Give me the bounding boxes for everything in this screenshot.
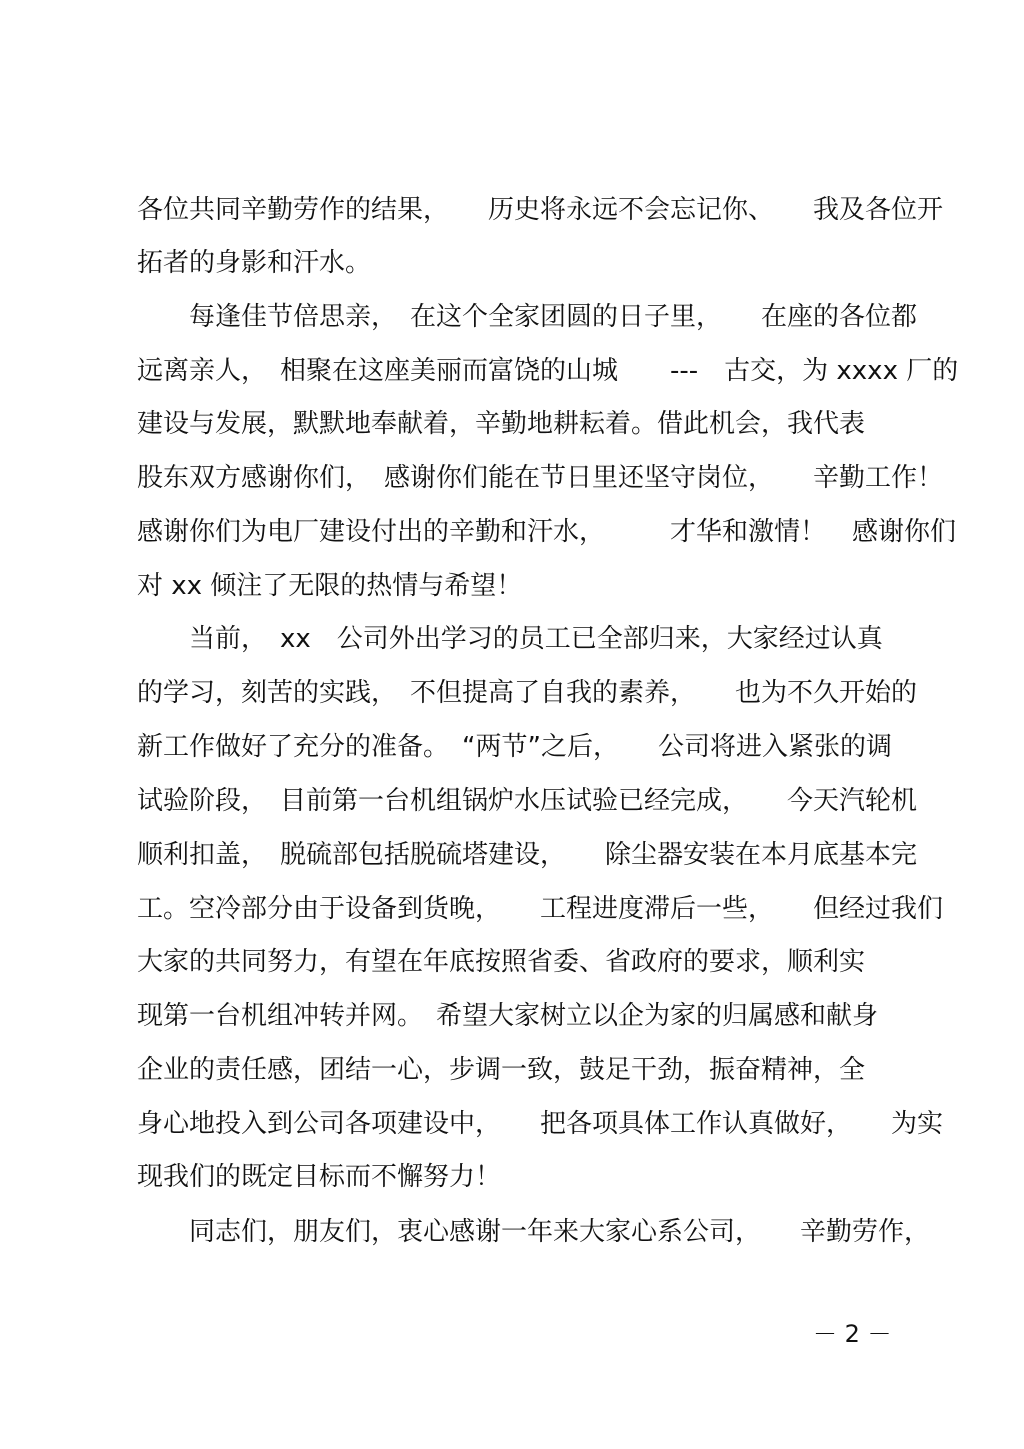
body-text-line: 试验阶段， 目前第一台机组锅炉水压试验已经完成， 今天汽轮机 [137, 786, 918, 816]
body-text-line: 大家的共同努力，有望在年底按照省委、省政府的要求，顺利实 [137, 947, 866, 977]
body-text-line: 顺利扣盖， 脱硫部包括脱硫塔建设， 除尘器安装在本月底基本完 [137, 840, 918, 870]
body-text-line: 对 xx 倾注了无限的热情与希望！ [137, 571, 523, 601]
body-text-line: 各位共同辛勤劳作的结果， 历史将永远不会忘记你、 我及各位开 [137, 195, 944, 225]
body-text-line: 每逢佳节倍思亲， 在这个全家团圆的日子里， 在座的各位都 [137, 302, 918, 332]
body-text-line: 拓者的身影和汗水。 [137, 248, 372, 278]
body-text-line: 现第一台机组冲转并网。 希望大家树立以企为家的归属感和献身 [137, 1001, 879, 1031]
body-text-line: 股东双方感谢你们， 感谢你们能在节日里还坚守岗位， 辛勤工作！ [137, 463, 944, 493]
body-text-line: 企业的责任感，团结一心，步调一致，鼓足干劲，振奋精神，全 [137, 1055, 866, 1085]
body-text-line: 同志们，朋友们，衷心感谢一年来大家心系公司， 辛勤劳作， [137, 1217, 931, 1247]
body-text-line: 的学习，刻苦的实践， 不但提高了自我的素养， 也为不久开始的 [137, 678, 918, 708]
body-text-line: 当前， xx 公司外出学习的员工已全部归来，大家经过认真 [137, 624, 883, 654]
body-text-line: 现我们的既定目标而不懈努力！ [137, 1162, 502, 1192]
body-text-line: 工。空冷部分由于设备到货晚， 工程进度滞后一些， 但经过我们 [137, 894, 944, 924]
body-text-line: 感谢你们为电厂建设付出的辛勤和汗水， 才华和激情！ 感谢你们 [137, 517, 957, 547]
body-text-line: 远离亲人， 相聚在这座美丽而富饶的山城 --- 古交，为 xxxx 厂的 [137, 356, 959, 386]
body-text-line: 新工作做好了充分的准备。 “两节”之后， 公司将进入紧张的调 [137, 732, 892, 762]
body-text-line: 身心地投入到公司各项建设中， 把各项具体工作认真做好， 为实 [137, 1109, 944, 1139]
body-text-line: 建设与发展，默默地奉献着，辛勤地耕耘着。借此机会，我代表 [137, 409, 866, 439]
page-number: － 2 － [813, 1320, 892, 1348]
